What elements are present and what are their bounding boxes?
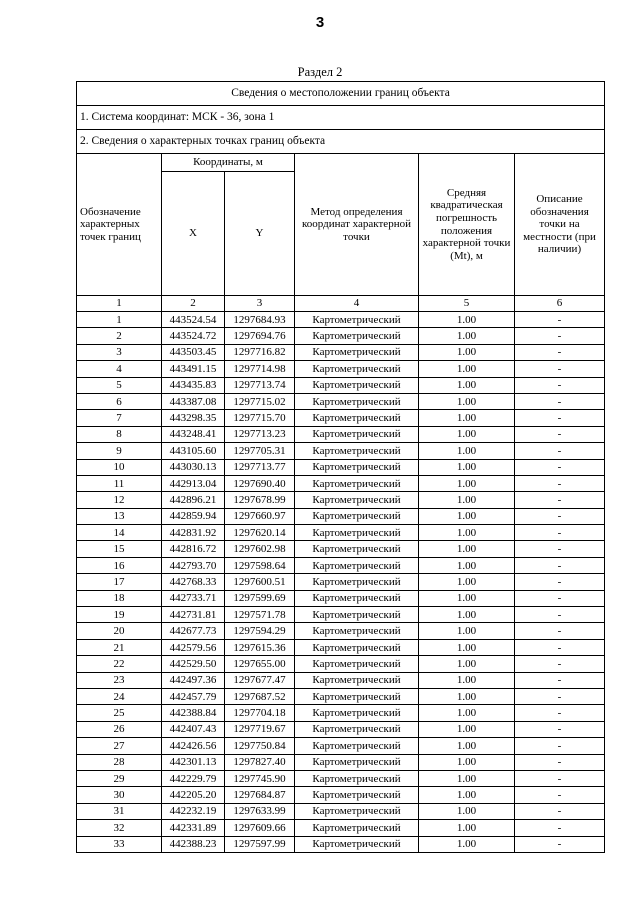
method-cell: Картометрический — [295, 525, 419, 541]
table-row — [77, 377, 605, 393]
description-cell: - — [515, 688, 605, 704]
description-cell: - — [515, 410, 605, 426]
x-coordinate-cell: 442793.70 — [162, 557, 225, 573]
y-coordinate-cell: 1297694.76 — [225, 328, 295, 344]
table-row — [77, 393, 605, 409]
method-cell: Картометрический — [295, 607, 419, 623]
point-number-cell: 16 — [77, 557, 162, 573]
table-row — [77, 410, 605, 426]
table-row — [77, 623, 605, 639]
description-cell: - — [515, 590, 605, 606]
x-coordinate-cell: 443105.60 — [162, 443, 225, 459]
description-cell: - — [515, 541, 605, 557]
column-numbers-row — [77, 296, 605, 312]
error-cell: 1.00 — [419, 393, 515, 409]
x-coordinate-cell: 442677.73 — [162, 623, 225, 639]
column-number: 2 — [162, 296, 225, 312]
x-coordinate-cell: 442388.23 — [162, 836, 225, 852]
error-cell: 1.00 — [419, 377, 515, 393]
description-cell: - — [515, 738, 605, 754]
description-cell: - — [515, 623, 605, 639]
table-title: Сведения о местоположении границ объекта — [77, 82, 605, 106]
method-cell: Картометрический — [295, 688, 419, 704]
table-row — [77, 541, 605, 557]
error-cell: 1.00 — [419, 590, 515, 606]
y-coordinate-cell: 1297687.52 — [225, 688, 295, 704]
method-cell: Картометрический — [295, 361, 419, 377]
x-coordinate-cell: 442232.19 — [162, 803, 225, 819]
x-coordinate-cell: 442205.20 — [162, 787, 225, 803]
point-number-cell: 28 — [77, 754, 162, 770]
description-cell: - — [515, 820, 605, 836]
x-coordinate-cell: 443248.41 — [162, 426, 225, 442]
method-cell: Картометрический — [295, 639, 419, 655]
point-number-cell: 29 — [77, 770, 162, 786]
error-cell: 1.00 — [419, 623, 515, 639]
point-number-cell: 14 — [77, 525, 162, 541]
table-row — [77, 656, 605, 672]
error-cell: 1.00 — [419, 656, 515, 672]
table-row — [77, 475, 605, 491]
error-cell: 1.00 — [419, 475, 515, 491]
description-cell: - — [515, 328, 605, 344]
header-error: Средняя квадратическая погрешность положения характерной точки (Mt), м — [419, 154, 515, 296]
table-row — [77, 639, 605, 655]
description-cell: - — [515, 426, 605, 442]
x-coordinate-cell: 442816.72 — [162, 541, 225, 557]
point-number-cell: 30 — [77, 787, 162, 803]
section-title: Раздел 2 — [297, 65, 343, 79]
error-cell: 1.00 — [419, 328, 515, 344]
error-cell: 1.00 — [419, 820, 515, 836]
method-cell: Картометрический — [295, 738, 419, 754]
y-coordinate-cell: 1297713.74 — [225, 377, 295, 393]
y-coordinate-cell: 1297745.90 — [225, 770, 295, 786]
method-cell: Картометрический — [295, 492, 419, 508]
y-coordinate-cell: 1297705.31 — [225, 443, 295, 459]
method-cell: Картометрический — [295, 721, 419, 737]
description-cell: - — [515, 803, 605, 819]
method-cell: Картометрический — [295, 557, 419, 573]
description-cell: - — [515, 393, 605, 409]
table-row — [77, 574, 605, 590]
table-row — [77, 328, 605, 344]
x-coordinate-cell: 443387.08 — [162, 393, 225, 409]
error-cell: 1.00 — [419, 836, 515, 852]
y-coordinate-cell: 1297684.93 — [225, 312, 295, 328]
table-row — [77, 738, 605, 754]
description-cell: - — [515, 459, 605, 475]
column-number: 4 — [295, 296, 419, 312]
error-cell: 1.00 — [419, 443, 515, 459]
y-coordinate-cell: 1297655.00 — [225, 656, 295, 672]
method-cell: Картометрический — [295, 672, 419, 688]
description-cell: - — [515, 557, 605, 573]
method-cell: Картометрический — [295, 508, 419, 524]
description-cell: - — [515, 607, 605, 623]
method-cell: Картометрический — [295, 836, 419, 852]
error-cell: 1.00 — [419, 459, 515, 475]
error-cell: 1.00 — [419, 787, 515, 803]
point-number-cell: 10 — [77, 459, 162, 475]
description-cell: - — [515, 475, 605, 491]
points-title: 2. Сведения о характерных точках границ объекта — [77, 130, 605, 154]
point-number-cell: 6 — [77, 393, 162, 409]
error-cell: 1.00 — [419, 754, 515, 770]
x-coordinate-cell: 442457.79 — [162, 688, 225, 704]
error-cell: 1.00 — [419, 639, 515, 655]
y-coordinate-cell: 1297690.40 — [225, 475, 295, 491]
description-cell: - — [515, 377, 605, 393]
y-coordinate-cell: 1297600.51 — [225, 574, 295, 590]
method-cell: Картометрический — [295, 754, 419, 770]
description-cell: - — [515, 754, 605, 770]
table-row — [77, 312, 605, 328]
point-number-cell: 24 — [77, 688, 162, 704]
x-coordinate-cell: 443524.54 — [162, 312, 225, 328]
table-row — [77, 508, 605, 524]
point-number-cell: 22 — [77, 656, 162, 672]
y-coordinate-cell: 1297620.14 — [225, 525, 295, 541]
x-coordinate-cell: 442407.43 — [162, 721, 225, 737]
y-coordinate-cell: 1297716.82 — [225, 344, 295, 360]
table-row — [77, 459, 605, 475]
table-row — [77, 672, 605, 688]
error-cell: 1.00 — [419, 492, 515, 508]
description-cell: - — [515, 492, 605, 508]
method-cell: Картометрический — [295, 574, 419, 590]
x-coordinate-cell: 443298.35 — [162, 410, 225, 426]
table-row — [77, 344, 605, 360]
table-row — [77, 787, 605, 803]
method-cell: Картометрический — [295, 820, 419, 836]
x-coordinate-cell: 443491.15 — [162, 361, 225, 377]
error-cell: 1.00 — [419, 770, 515, 786]
point-number-cell: 33 — [77, 836, 162, 852]
method-cell: Картометрический — [295, 426, 419, 442]
column-number: 6 — [515, 296, 605, 312]
x-coordinate-cell: 442579.56 — [162, 639, 225, 655]
table-row — [77, 836, 605, 852]
description-cell: - — [515, 705, 605, 721]
x-coordinate-cell: 443503.45 — [162, 344, 225, 360]
error-cell: 1.00 — [419, 541, 515, 557]
x-coordinate-cell: 442733.71 — [162, 590, 225, 606]
y-coordinate-cell: 1297678.99 — [225, 492, 295, 508]
y-coordinate-cell: 1297719.67 — [225, 721, 295, 737]
method-cell: Картометрический — [295, 705, 419, 721]
description-cell: - — [515, 639, 605, 655]
point-number-cell: 12 — [77, 492, 162, 508]
y-coordinate-cell: 1297594.29 — [225, 623, 295, 639]
y-coordinate-cell: 1297602.98 — [225, 541, 295, 557]
method-cell: Картометрический — [295, 770, 419, 786]
error-cell: 1.00 — [419, 607, 515, 623]
x-coordinate-cell: 442331.89 — [162, 820, 225, 836]
y-coordinate-cell: 1297713.23 — [225, 426, 295, 442]
method-cell: Картометрический — [295, 377, 419, 393]
description-cell: - — [515, 721, 605, 737]
description-cell: - — [515, 443, 605, 459]
method-cell: Картометрический — [295, 787, 419, 803]
error-cell: 1.00 — [419, 525, 515, 541]
x-coordinate-cell: 442768.33 — [162, 574, 225, 590]
error-cell: 1.00 — [419, 803, 515, 819]
column-number: 5 — [419, 296, 515, 312]
point-number-cell: 3 — [77, 344, 162, 360]
x-coordinate-cell: 442388.84 — [162, 705, 225, 721]
point-number-cell: 15 — [77, 541, 162, 557]
point-number-cell: 25 — [77, 705, 162, 721]
y-coordinate-cell: 1297633.99 — [225, 803, 295, 819]
x-coordinate-cell: 442913.04 — [162, 475, 225, 491]
table-row — [77, 607, 605, 623]
y-coordinate-cell: 1297715.02 — [225, 393, 295, 409]
point-number-cell: 8 — [77, 426, 162, 442]
y-coordinate-cell: 1297660.97 — [225, 508, 295, 524]
description-cell: - — [515, 361, 605, 377]
y-coordinate-cell: 1297598.64 — [225, 557, 295, 573]
point-number-cell: 5 — [77, 377, 162, 393]
error-cell: 1.00 — [419, 721, 515, 737]
y-coordinate-cell: 1297684.87 — [225, 787, 295, 803]
y-coordinate-cell: 1297677.47 — [225, 672, 295, 688]
table-row — [77, 721, 605, 737]
point-number-cell: 9 — [77, 443, 162, 459]
x-coordinate-cell: 442831.92 — [162, 525, 225, 541]
table-row — [77, 770, 605, 786]
point-number-cell: 26 — [77, 721, 162, 737]
description-cell: - — [515, 525, 605, 541]
column-number: 1 — [77, 296, 162, 312]
table-row — [77, 754, 605, 770]
point-number-cell: 17 — [77, 574, 162, 590]
method-cell: Картометрический — [295, 328, 419, 344]
y-coordinate-cell: 1297599.69 — [225, 590, 295, 606]
error-cell: 1.00 — [419, 557, 515, 573]
x-coordinate-cell: 442896.21 — [162, 492, 225, 508]
method-cell: Картометрический — [295, 475, 419, 491]
error-cell: 1.00 — [419, 672, 515, 688]
description-cell: - — [515, 787, 605, 803]
point-number-cell: 19 — [77, 607, 162, 623]
description-cell: - — [515, 574, 605, 590]
x-coordinate-cell: 442859.94 — [162, 508, 225, 524]
error-cell: 1.00 — [419, 705, 515, 721]
y-coordinate-cell: 1297704.18 — [225, 705, 295, 721]
description-cell: - — [515, 508, 605, 524]
method-cell: Картометрический — [295, 443, 419, 459]
point-number-cell: 23 — [77, 672, 162, 688]
description-cell: - — [515, 770, 605, 786]
y-coordinate-cell: 1297597.99 — [225, 836, 295, 852]
table-row — [77, 492, 605, 508]
point-number-cell: 4 — [77, 361, 162, 377]
method-cell: Картометрический — [295, 541, 419, 557]
error-cell: 1.00 — [419, 426, 515, 442]
y-coordinate-cell: 1297615.36 — [225, 639, 295, 655]
point-number-cell: 21 — [77, 639, 162, 655]
description-cell: - — [515, 344, 605, 360]
header-description: Описание обозначения точки на местности (при наличии) — [515, 154, 605, 296]
method-cell: Картометрический — [295, 344, 419, 360]
table-row — [77, 803, 605, 819]
point-number-cell: 31 — [77, 803, 162, 819]
method-cell: Картометрический — [295, 656, 419, 672]
point-number-cell: 2 — [77, 328, 162, 344]
x-coordinate-cell: 442731.81 — [162, 607, 225, 623]
method-cell: Картометрический — [295, 590, 419, 606]
error-cell: 1.00 — [419, 344, 515, 360]
table-row — [77, 525, 605, 541]
point-number-cell: 13 — [77, 508, 162, 524]
y-coordinate-cell: 1297571.78 — [225, 607, 295, 623]
description-cell: - — [515, 836, 605, 852]
y-coordinate-cell: 1297714.98 — [225, 361, 295, 377]
coord-system: 1. Система координат: МСК - 36, зона 1 — [77, 106, 605, 130]
y-coordinate-cell: 1297750.84 — [225, 738, 295, 754]
error-cell: 1.00 — [419, 361, 515, 377]
x-coordinate-cell: 442229.79 — [162, 770, 225, 786]
x-coordinate-cell: 442301.13 — [162, 754, 225, 770]
y-coordinate-cell: 1297713.77 — [225, 459, 295, 475]
header-designation: Обозначение характерных точек границ — [77, 154, 162, 296]
table-row — [77, 590, 605, 606]
error-cell: 1.00 — [419, 688, 515, 704]
table-row — [77, 688, 605, 704]
column-number: 3 — [225, 296, 295, 312]
method-cell: Картометрический — [295, 623, 419, 639]
error-cell: 1.00 — [419, 574, 515, 590]
point-number-cell: 20 — [77, 623, 162, 639]
y-coordinate-cell: 1297609.66 — [225, 820, 295, 836]
x-coordinate-cell: 443030.13 — [162, 459, 225, 475]
table-row — [77, 820, 605, 836]
y-coordinate-cell: 1297827.40 — [225, 754, 295, 770]
method-cell: Картометрический — [295, 803, 419, 819]
error-cell: 1.00 — [419, 410, 515, 426]
header-x: X — [162, 172, 225, 296]
description-cell: - — [515, 672, 605, 688]
point-number-cell: 11 — [77, 475, 162, 491]
table-row — [77, 557, 605, 573]
table-row — [77, 426, 605, 442]
x-coordinate-cell: 442497.36 — [162, 672, 225, 688]
method-cell: Картометрический — [295, 410, 419, 426]
point-number-cell: 1 — [77, 312, 162, 328]
header-method: Метод определения координат характерной точки — [295, 154, 419, 296]
page-number: 3 — [315, 14, 325, 31]
header-y: Y — [225, 172, 295, 296]
header-coordinates: Координаты, м — [162, 154, 295, 172]
error-cell: 1.00 — [419, 508, 515, 524]
x-coordinate-cell: 443524.72 — [162, 328, 225, 344]
boundary-table — [76, 81, 605, 853]
method-cell: Картометрический — [295, 312, 419, 328]
table-row — [77, 443, 605, 459]
point-number-cell: 32 — [77, 820, 162, 836]
description-cell: - — [515, 656, 605, 672]
point-number-cell: 18 — [77, 590, 162, 606]
point-number-cell: 7 — [77, 410, 162, 426]
method-cell: Картометрический — [295, 459, 419, 475]
description-cell: - — [515, 312, 605, 328]
point-number-cell: 27 — [77, 738, 162, 754]
error-cell: 1.00 — [419, 312, 515, 328]
y-coordinate-cell: 1297715.70 — [225, 410, 295, 426]
x-coordinate-cell: 442529.50 — [162, 656, 225, 672]
error-cell: 1.00 — [419, 738, 515, 754]
method-cell: Картометрический — [295, 393, 419, 409]
x-coordinate-cell: 442426.56 — [162, 738, 225, 754]
x-coordinate-cell: 443435.83 — [162, 377, 225, 393]
table-row — [77, 705, 605, 721]
table-row — [77, 361, 605, 377]
